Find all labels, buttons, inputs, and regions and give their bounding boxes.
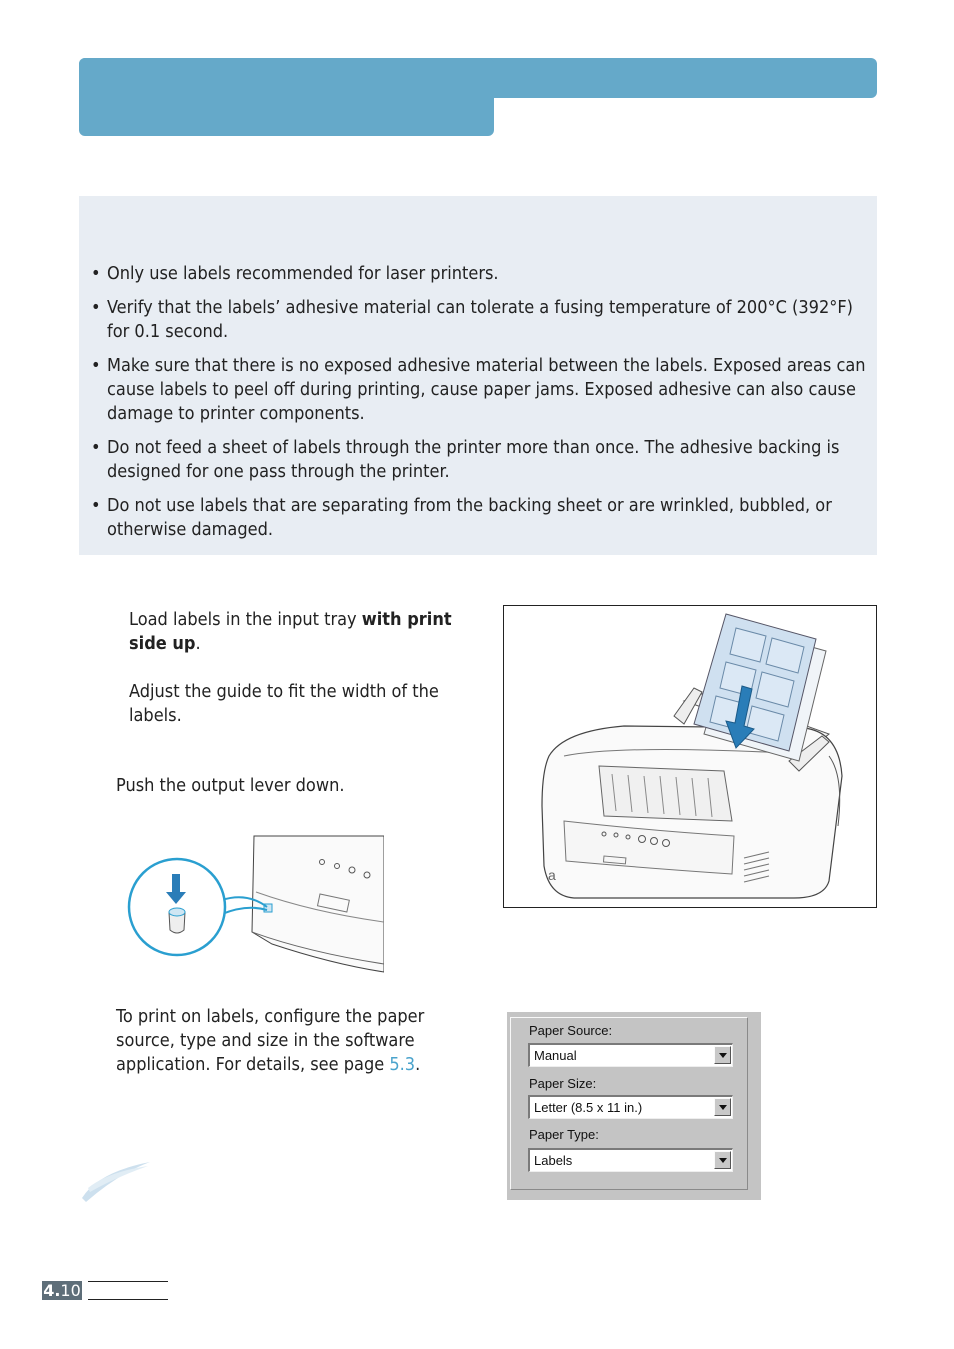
step-1-note: Adjust the guide to fit the width of the labels.	[129, 681, 439, 726]
output-lever-icon	[122, 832, 384, 977]
bullet: •	[91, 297, 101, 318]
step-2-text: Push the output lever down.	[116, 775, 345, 796]
page-number: 4.10	[43, 1281, 81, 1300]
guidelines-list	[91, 262, 871, 552]
paper-source-select[interactable]: Manual	[528, 1043, 733, 1067]
chevron-down-icon[interactable]	[714, 1098, 731, 1116]
footer-rule-top	[88, 1281, 168, 1282]
bullet: •	[91, 495, 101, 516]
footer-rule-bottom	[88, 1299, 168, 1300]
step-1-text: Load labels in the input tray with print side up.	[129, 609, 452, 654]
paper-type-label: Paper Type:	[529, 1127, 599, 1142]
output-lever-illustration	[122, 832, 384, 977]
guideline-item: • Only use labels recommended for laser printers.	[91, 263, 499, 284]
paper-type-select[interactable]: Labels	[528, 1148, 733, 1172]
paper-source-label: Paper Source:	[529, 1023, 613, 1038]
svg-text:a: a	[548, 867, 556, 883]
header-tab	[79, 58, 494, 136]
printer-illustration	[503, 605, 877, 908]
step-3-text: To print on labels, configure the paper source, type and size in the software application. For details, see page 5.3.	[116, 1006, 425, 1075]
note-swoosh-icon	[78, 1158, 154, 1204]
bullet: •	[91, 263, 101, 284]
guideline-item: • Do not feed a sheet of labels through the printer more than once. The adhesive backing is designed for one pass through the printer.	[91, 437, 840, 482]
paper-size-select[interactable]: Letter (8.5 x 11 in.)	[528, 1095, 733, 1119]
paper-size-label: Paper Size:	[529, 1076, 597, 1091]
bullet: •	[91, 437, 101, 458]
page-link[interactable]: 5.3	[389, 1054, 416, 1075]
chevron-down-icon[interactable]	[714, 1046, 731, 1064]
printer-loading-labels-icon	[504, 606, 876, 907]
chevron-down-icon[interactable]	[714, 1151, 731, 1169]
bullet: •	[91, 355, 101, 376]
guideline-item: • Make sure that there is no exposed adhesive material between the labels. Exposed areas can cause labels to peel off during printing, cause paper jams. Exposed adhesive can also cause damage to printer components.	[91, 355, 866, 424]
guideline-item: • Do not use labels that are separating from the backing sheet or are wrinkled, bubbled, or otherwise damaged.	[91, 495, 832, 540]
guideline-item: • Verify that the labels’ adhesive material can tolerate a fusing temperature of 200°C (392°F) for 0.1 second.	[91, 297, 853, 342]
